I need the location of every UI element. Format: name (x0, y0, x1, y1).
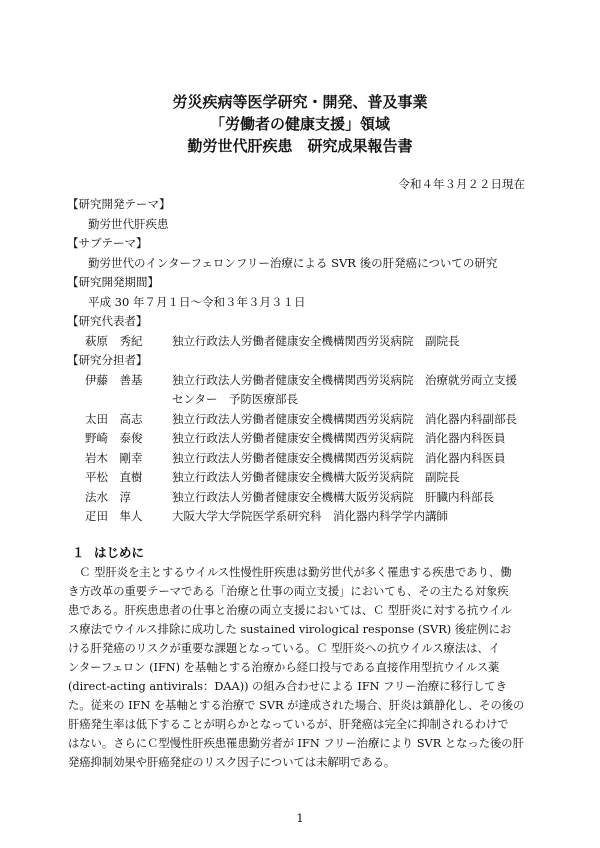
section-title: はじめに (94, 545, 145, 560)
report-title-line2: 「労働者の健康支援」領域 (209, 115, 390, 133)
member-name: 岩木 剛幸 (85, 451, 143, 465)
paragraph-line: ンターフェロン (IFN) を基軸とする治療から経口投与である直接作用型抗ウイルス薬 (68, 661, 500, 674)
member-name: 法水 淳 (85, 490, 131, 504)
paragraph-line: た。従来の IFN を基軸とする治療で SVR が達成された場合、肝炎は鎮静化し、その後の (68, 699, 525, 712)
section-heading (72, 543, 144, 561)
member-name: 疋田 隼人 (85, 509, 143, 523)
member-name: 野崎 泰俊 (85, 431, 143, 445)
member-affiliation: 大阪大学大学院医学系研究科 消化器内科学学内講師 (172, 509, 448, 523)
paragraph-line: ス療法でウイルス排除に成功した sustained virological response (SVR) 後症例にお (68, 623, 512, 636)
member-affiliation: 独立行政法人労働者健康安全機構関西労災病院 治療就労両立支援 (172, 373, 517, 387)
report-date: 令和４年３月２２日現在 (398, 177, 525, 191)
page-number: 1 (296, 811, 304, 825)
subtheme-label: 【サブテーマ】 (67, 236, 148, 250)
paragraph-line: 発癌抑制効果や肝癌発症のリスク因子については未解明である。 (68, 756, 396, 769)
period-value: 平成 30 年７月１日～令和３年３月３１日 (88, 295, 306, 309)
theme-label: 【研究開発テーマ】 (67, 197, 171, 211)
member-name: 平松 直樹 (85, 470, 143, 484)
members-label: 【研究分担者】 (67, 353, 148, 367)
member-affiliation-cont: センター 予防医療部長 (172, 392, 299, 406)
member-affiliation: 独立行政法人労働者健康安全機構関西労災病院 消化器内科副部長 (172, 412, 517, 426)
member-affiliation: 独立行政法人労働者健康安全機構大阪労災病院 肝臓内科部長 (172, 490, 494, 504)
paragraph-line: Ｃ 型肝炎を主とするウイルス性慢性肝疾患は勤労世代が多く罹患する疾患であり、働 (68, 566, 512, 579)
member-affiliation: 独立行政法人労働者健康安全機構関西労災病院 消化器内科医員 (172, 431, 506, 445)
member-name: 伊藤 善基 (85, 373, 143, 387)
paragraph-line: 肝癌発生率は低下することが明らかとなっているが、肝発癌は完全に抑制されるわけで (68, 718, 509, 731)
member-name: 太田 高志 (85, 412, 143, 426)
leader-label: 【研究代表者】 (67, 314, 148, 328)
member-affiliation: 独立行政法人労働者健康安全機構関西労災病院 消化器内科医員 (172, 451, 506, 465)
paragraph-line: (direct-acting antivirals：DAA)) の組み合わせによる IFN フリー治療に移行してき (68, 680, 507, 693)
member-affiliation: 独立行政法人労働者健康安全機構大阪労災病院 副院長 (172, 470, 460, 484)
paragraph-line: 患である。肝疾患患者の仕事と治療の両立支援においては、Ｃ 型肝炎に対する抗ウイル (68, 604, 512, 617)
paragraph-line: ける肝発癌のリスクが重要な課題となっている。Ｃ 型肝炎への抗ウイルス療法は、イ (68, 642, 500, 655)
paragraph-line: き方改革の重要テーマである「治療と仕事の両立支援」においても、その主たる対象疾 (68, 585, 509, 598)
paragraph-line: はない。さらにＣ型慢性肝疾患罹患勤労者が IFN フリー治療により SVR となった後の肝 (68, 737, 524, 750)
leader-affiliation: 独立行政法人労働者健康安全機構関西労災病院 副院長 (172, 334, 460, 348)
report-title-line3: 勤労世代肝疾患 研究成果報告書 (187, 137, 413, 155)
theme-value: 勤労世代肝疾患 (88, 217, 169, 231)
subtheme-value: 勤労世代のインターフェロンフリー治療による SVR 後の肝発癌についての研究 (88, 256, 498, 270)
report-title-line1: 労災疾病等医学研究・開発、普及事業 (172, 93, 428, 111)
section-number: １ (72, 545, 85, 560)
leader-name: 萩原 秀紀 (85, 334, 143, 348)
period-label: 【研究開発期間】 (67, 275, 159, 289)
